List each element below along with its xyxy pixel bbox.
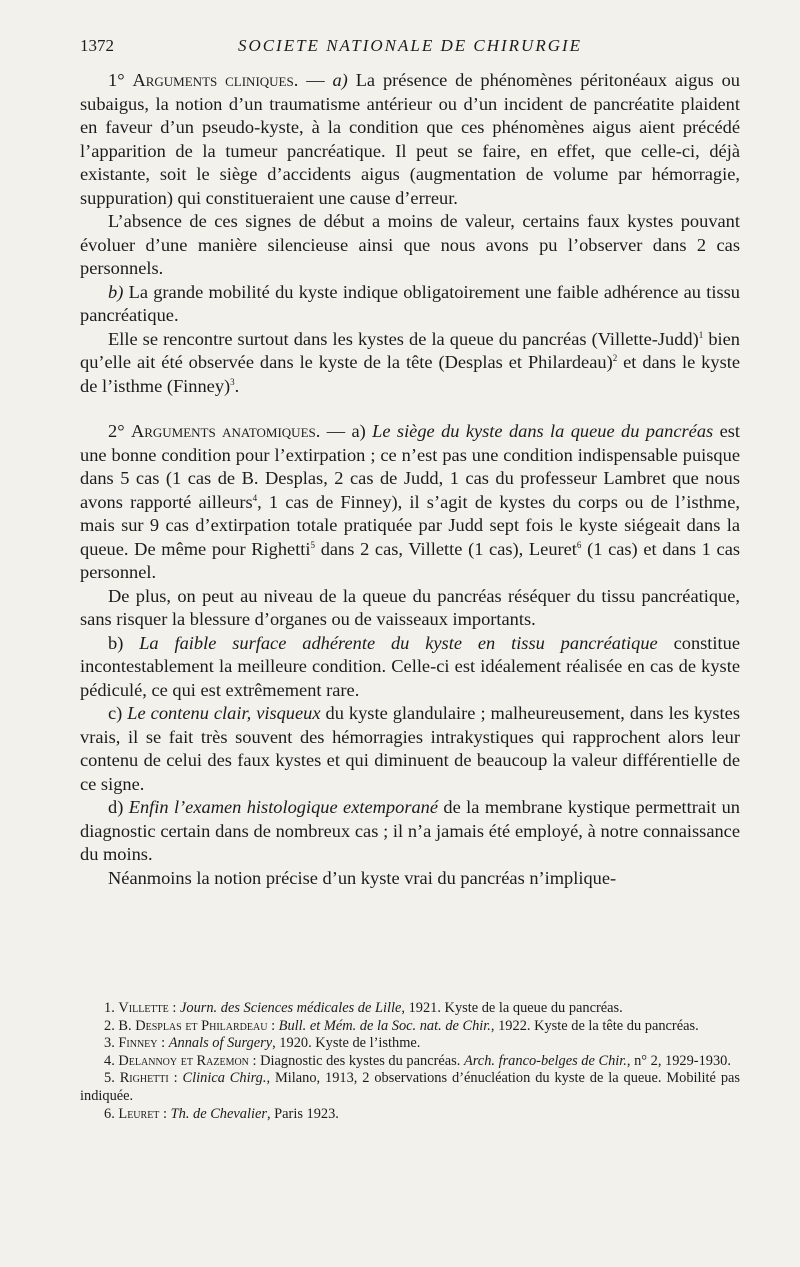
footnote-title: Bull. et Mém. de la Soc. nat. de Chir. <box>278 1017 491 1034</box>
emphasis: Le siège du kyste dans la queue du pancréas <box>372 421 714 441</box>
paragraph: Elle se rencontre surtout dans les kystes de la queue du pancréas (Villette-Judd)$^1$ bien qu’elle ait été observée dans le kyste de la tête (Desplas et Philardeau)$^2$ et dans le kyste de l’isthme (Finney)$^3$. <box>80 328 740 396</box>
footnote-author: Finney <box>118 1035 158 1052</box>
footnote-ref: 3 <box>230 376 235 387</box>
section-heading: Arguments anatomiques. <box>130 421 321 441</box>
footnote-title: Clinica Chirg. <box>182 1070 267 1087</box>
paragraph: b) La faible surface adhérente du kyste en tissu pancréatique constitue incontestablement la meilleure condition. Celle-ci est idéalement réalisée en cas de kyste pédiculé, ce qui est extrêmement rare. <box>80 632 740 700</box>
footnote-ref: 1 <box>698 329 704 340</box>
footnote-author: Villette <box>118 1000 169 1016</box>
paragraph: c) Le contenu clair, visqueux du kyste glandulaire ; malheureusement, dans les kystes vrais, il se fait très souvent des hémorragies intrakystiques qui rapprochent alors leur contenu de celui des faux kystes et qui diminuent de beaucoup la valeur différentielle de ce signe. <box>80 703 740 794</box>
footnote: 4. Delannoy et Razemon : Diagnostic des kystes du pancréas. Arch. franco-belges de Chir., n° 2, 1929-1930. <box>104 1052 731 1069</box>
footnote-author: Delannoy et Razemon <box>118 1052 249 1069</box>
footnote-author: Leuret <box>118 1105 160 1122</box>
section-heading: Arguments cliniques. <box>132 70 299 90</box>
section-marker: 1° <box>108 70 125 90</box>
paragraph-anatomical-arguments: 2° Arguments anatomiques. — a) Le siège du kyste dans la queue du pancréas est une bonne condition pour l’extirpation ; ce n’est pas une condition indispensable puisque dans 5 cas (1 cas de B. Desplas, 2 cas de Judd, 1 cas du professeur Lambret que nous avons rapporté ailleurs$^4$, 1 cas de Finney), il s’agit de kystes du corps ou de l’isthme, mais sur 9 cas d’extirpation totale pratiquée par Judd sept fois le kyste siégeait dans la queue. De même pour Righetti$^5$ dans 2 cas, Villette (1 cas), Leuret$^6$ (1 cas) et dans 1 cas personnel. <box>80 421 741 582</box>
item-label: a) <box>332 70 348 90</box>
footnote: 2. B. Desplas et Philardeau : Bull. et Mém. de la Soc. nat. de Chir., 1922. Kyste de la tête du pancréas. <box>104 1017 699 1034</box>
footnote-author: B. Desplas et Philardeau <box>118 1017 268 1034</box>
paragraph: Néanmoins la notion précise d’un kyste vrai du pancréas n’implique- <box>108 867 617 888</box>
footnote-title: Th. de Chevalier <box>170 1105 267 1122</box>
footnote-title: Annals of Surgery <box>168 1035 273 1052</box>
footnote-ref: 5 <box>310 539 316 550</box>
paragraph-clinical-arguments: 1° Arguments cliniques. — a) La présence de phénomènes péritonéaux aigus ou subaigus, la notion d’un traumatisme antérieur ou d’un incident de pancréatite plaident en faveur d’un pseudo-kyste, à la condition que ces phénomènes aigus aient précédé l’apparition de la tumeur pancréatique. Il peut se faire, en effet, que celle-ci, déjà existante, soit le siège d’accidents aigus (augmentation de volume par hémorragie, suppuration) qui constitueraient une cause d’erreur. <box>80 70 740 208</box>
footnote: 1. Villette : Journ. des Sciences médicales de Lille, 1921. Kyste de la queue du pancréas. <box>104 1000 623 1016</box>
footnote-title: Journ. des Sciences médicales de Lille <box>179 1000 402 1016</box>
footnote: 5. Righetti : Clinica Chirg., Milano, 1913, 2 observations d’énucléation du kyste de la queue. Mobilité pas indiquée. <box>80 1070 740 1104</box>
footnotes <box>80 1000 740 1123</box>
body-text <box>80 69 740 890</box>
section-marker: 2° <box>108 421 125 441</box>
footnote-author: Righetti <box>119 1070 169 1087</box>
item-label: b) <box>108 632 124 653</box>
item-label: d) <box>108 797 124 817</box>
paragraph: De plus, on peut au niveau de la queue du pancréas réséquer du tissu pancréatique, sans risquer la blessure d’organes ou de vaisseaux importants. <box>80 585 740 629</box>
running-header <box>80 36 740 60</box>
item-label: c) <box>108 703 123 723</box>
page-number: 1372 <box>80 36 114 55</box>
emphasis: Le contenu clair, visqueux <box>127 703 321 723</box>
emphasis: La faible surface adhérente du kyste en tissu pancréatique <box>139 632 658 653</box>
running-title: SOCIETE NATIONALE DE CHIRURGIE <box>237 36 583 55</box>
emphasis: Enfin l’examen histologique extemporané <box>128 797 439 817</box>
footnote: 3. Finney : Annals of Surgery, 1920. Kyste de l’isthme. <box>104 1035 421 1052</box>
paragraph: b) La grande mobilité du kyste indique obligatoirement une faible adhérence au tissu pancréatique. <box>80 281 740 325</box>
footnote-ref: 6 <box>576 539 582 550</box>
paragraph: d) Enfin l’examen histologique extemporané de la membrane kystique permettrait un diagnostic certain dans de nombreux cas ; il n’a jamais été employé, à notre connaissance du moins. <box>80 797 740 864</box>
footnote-ref: 2 <box>612 352 618 363</box>
item-label: a) <box>351 421 366 441</box>
paragraph: L’absence de ces signes de début a moins de valeur, certains faux kystes pouvant évoluer d’une manière silencieuse ainsi que nous avons pu l’observer dans 2 cas personnels. <box>80 211 740 278</box>
footnote-ref: 4 <box>252 492 258 503</box>
footnote: 6. Leuret : Th. de Chevalier, Paris 1923. <box>104 1105 339 1122</box>
item-label: b) <box>108 281 124 302</box>
footnote-title: Arch. franco-belges de Chir. <box>463 1052 627 1069</box>
